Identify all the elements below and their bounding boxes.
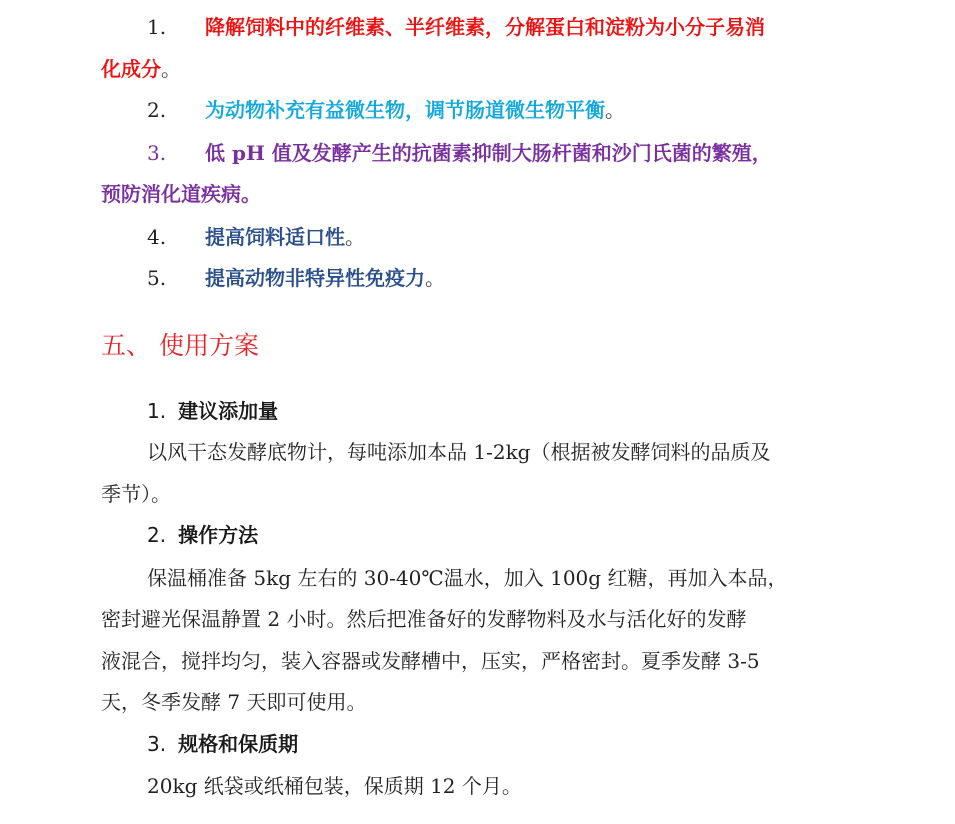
- benefit-tail: 。: [161, 57, 181, 81]
- benefit-text: 提高饲料适口性: [205, 225, 345, 249]
- benefit-item-1: [101, 14, 871, 40]
- usage-paragraph-line: 季节）。: [101, 482, 171, 506]
- benefit-number: 2.: [147, 98, 167, 122]
- usage-title: 建议添加量: [178, 399, 279, 423]
- usage-subheading-2: [147, 522, 258, 548]
- benefit-item-2: [101, 97, 871, 123]
- usage-number: 1.: [147, 399, 167, 423]
- usage-paragraph-line: 20kg 纸袋或纸桶包装，保质期 12 个月。: [147, 774, 522, 798]
- benefit-item-4: [101, 224, 871, 250]
- benefit-text: 降解饲料中的纤维素、半纤维素，分解蛋白和淀粉为小分子易消: [205, 15, 765, 39]
- benefit-number: 5.: [147, 266, 167, 290]
- section-heading: 五、 使用方案: [101, 331, 259, 360]
- benefit-tail: 。: [425, 266, 445, 290]
- usage-title: 操作方法: [178, 523, 259, 547]
- benefit-number: 3.: [147, 141, 167, 165]
- usage-subheading-1: [147, 398, 278, 424]
- benefit-item-3: [101, 140, 871, 166]
- benefit-item-3-cont: [101, 181, 871, 207]
- usage-paragraph-line: 保温桶准备 5kg 左右的 30-40℃温水，加入 100g 红糖，再加入本品，: [147, 566, 788, 590]
- benefit-text: 提高动物非特异性免疫力: [205, 266, 425, 290]
- usage-paragraph-line: 液混合，搅拌均匀，装入容器或发酵槽中，压实，严格密封。夏季发酵 3-5: [101, 649, 760, 673]
- benefit-text: 低 pH 值及发酵产生的抗菌素抑制大肠杆菌和沙门氏菌的繁殖，: [205, 141, 772, 165]
- usage-paragraph-line: 以风干态发酵底物计，每吨添加本品 1-2kg（根据被发酵饲料的品质及: [147, 440, 771, 464]
- benefit-number: 1.: [147, 15, 167, 39]
- usage-title: 规格和保质期: [178, 732, 299, 756]
- benefit-tail: 。: [605, 98, 625, 122]
- benefit-text-cont: 化成分: [101, 57, 161, 81]
- benefit-tail: 。: [345, 225, 365, 249]
- usage-number: 3.: [147, 732, 167, 756]
- benefit-item-1-cont: [101, 56, 871, 82]
- benefit-item-5: [101, 265, 871, 291]
- usage-subheading-3: [147, 731, 298, 757]
- benefit-number: 4.: [147, 225, 167, 249]
- usage-paragraph-line: 天，冬季发酵 7 天即可使用。: [101, 690, 367, 714]
- benefit-text: 为动物补充有益微生物，调节肠道微生物平衡: [205, 98, 605, 122]
- usage-number: 2.: [147, 523, 167, 547]
- benefit-text-cont: 预防消化道疾病。: [101, 182, 261, 206]
- usage-paragraph-line: 密封避光保温静置 2 小时。然后把准备好的发酵物料及水与活化好的发酵: [101, 607, 747, 631]
